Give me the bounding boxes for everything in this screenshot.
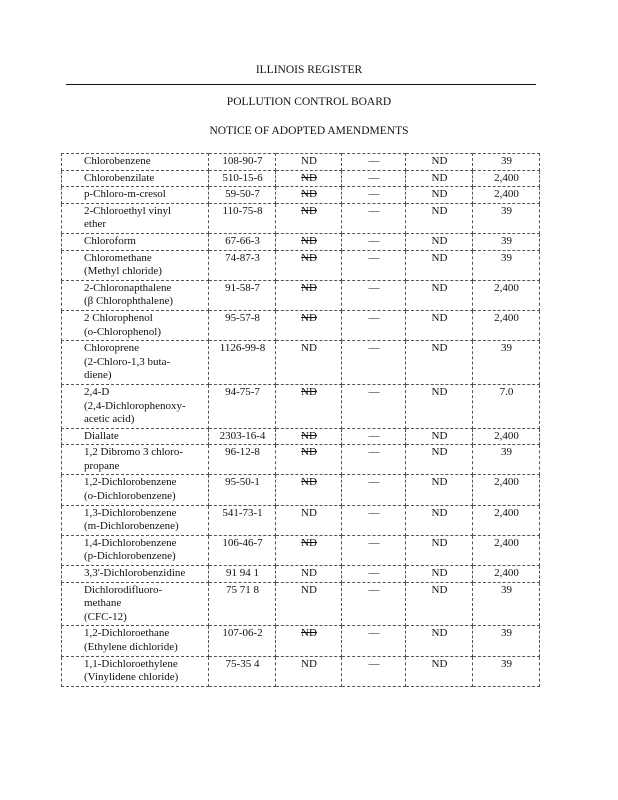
limit-value: 2,400	[473, 170, 540, 187]
nww-conc: ND	[406, 250, 473, 280]
constituent-name: Dichlorodifluoro-	[84, 583, 163, 596]
nww-conc: ND	[406, 445, 473, 475]
nww-conc: ND	[406, 428, 473, 445]
constituent-name-cell	[62, 170, 209, 187]
table-row	[62, 154, 540, 171]
constituent-name: (CFC-12)	[84, 610, 127, 623]
constituent-name: (2-Chloro-1,3 buta-	[84, 355, 171, 368]
limit-value: 2,400	[473, 475, 540, 505]
table-row	[62, 170, 540, 187]
dash-cell: —	[342, 170, 406, 187]
constituent-name: (2,4-Dichlorophenoxy-	[84, 399, 186, 412]
limit-value: 39	[473, 203, 540, 233]
dash-cell: —	[342, 582, 406, 626]
limit-value: 2,400	[473, 505, 540, 535]
cas-number: 75-35 4	[209, 656, 276, 686]
constituent-name-cell	[62, 428, 209, 445]
constituent-name: 3,3'-Dichlorobenzidine	[84, 567, 186, 580]
limit-value: 39	[473, 445, 540, 475]
constituent-name: 2 Chlorophenol	[84, 311, 153, 324]
cas-number: 541-73-1	[209, 505, 276, 535]
constituent-name-cell	[62, 566, 209, 583]
dash-cell: —	[342, 656, 406, 686]
constituent-name-cell	[62, 656, 209, 686]
nww-conc: ND	[406, 341, 473, 385]
constituent-name: (Methyl chloride)	[84, 265, 162, 278]
cas-number: 91 94 1	[209, 566, 276, 583]
ww-conc: ND	[276, 280, 342, 310]
cas-number: 91-58-7	[209, 280, 276, 310]
constituent-name-cell	[62, 280, 209, 310]
constituent-name: ether	[84, 218, 106, 231]
dash-cell: —	[342, 154, 406, 171]
dash-cell: —	[342, 384, 406, 428]
nww-conc: ND	[406, 656, 473, 686]
constituent-name: p-Chloro-m-cresol	[84, 188, 166, 201]
constituent-name: Chloroform	[84, 234, 136, 247]
ww-conc: ND	[276, 170, 342, 187]
nww-conc: ND	[406, 280, 473, 310]
constituent-name: acetic acid)	[84, 413, 135, 426]
constituent-name-cell	[62, 445, 209, 475]
constituent-name: 2-Chloronapthalene	[84, 281, 172, 294]
dash-cell: —	[342, 566, 406, 583]
constituent-name: (β Chlorophthalene)	[84, 295, 173, 308]
ww-conc: ND	[276, 582, 342, 626]
table-row	[62, 233, 540, 250]
ww-conc: ND	[276, 203, 342, 233]
dash-cell: —	[342, 280, 406, 310]
constituent-name: Chloromethane	[84, 251, 152, 264]
ww-conc: ND	[276, 310, 342, 340]
constituent-name-cell	[62, 626, 209, 656]
nww-conc: ND	[406, 170, 473, 187]
ww-conc: ND	[276, 250, 342, 280]
ww-conc: ND	[276, 475, 342, 505]
limit-value: 7.0	[473, 384, 540, 428]
constituent-name: (o-Dichlorobenzene)	[84, 490, 176, 503]
cas-number: 2303-16-4	[209, 428, 276, 445]
constituent-name-cell	[62, 154, 209, 171]
cas-number: 75 71 8	[209, 582, 276, 626]
ww-conc: ND	[276, 154, 342, 171]
ww-conc: ND	[276, 428, 342, 445]
cas-number: 95-50-1	[209, 475, 276, 505]
limit-value: 2,400	[473, 187, 540, 204]
constituent-name: 2-Chloroethyl vinyl	[84, 204, 172, 217]
limit-value: 39	[473, 154, 540, 171]
ww-conc: ND	[276, 187, 342, 204]
limit-value: 39	[473, 341, 540, 385]
cas-number: 94-75-7	[209, 384, 276, 428]
board-title: POLLUTION CONTROL BOARD	[226, 96, 392, 108]
table-row	[62, 626, 540, 656]
table-row	[62, 187, 540, 204]
nww-conc: ND	[406, 384, 473, 428]
nww-conc: ND	[406, 535, 473, 565]
dash-cell: —	[342, 187, 406, 204]
nww-conc: ND	[406, 626, 473, 656]
header-rule	[66, 84, 536, 85]
constituent-name-cell	[62, 582, 209, 626]
dash-cell: —	[342, 505, 406, 535]
constituent-name-cell	[62, 310, 209, 340]
ww-conc: ND	[276, 535, 342, 565]
table-row	[62, 656, 540, 686]
cas-number: 67-66-3	[209, 233, 276, 250]
limit-value: 39	[473, 626, 540, 656]
table-row	[62, 535, 540, 565]
nww-conc: ND	[406, 505, 473, 535]
table-row	[62, 384, 540, 428]
table-row	[62, 341, 540, 385]
constituent-name: methane	[84, 597, 122, 610]
dash-cell: —	[342, 428, 406, 445]
constituent-name: 2,4-D	[84, 385, 110, 398]
limit-value: 2,400	[473, 566, 540, 583]
nww-conc: ND	[406, 475, 473, 505]
table-row	[62, 445, 540, 475]
notice-title: NOTICE OF ADOPTED AMENDMENTS	[209, 125, 409, 137]
dash-cell: —	[342, 310, 406, 340]
cas-number: 106-46-7	[209, 535, 276, 565]
ww-conc: ND	[276, 384, 342, 428]
ww-conc: ND	[276, 656, 342, 686]
nww-conc: ND	[406, 187, 473, 204]
table-row	[62, 566, 540, 583]
ww-conc: ND	[276, 566, 342, 583]
limit-value: 39	[473, 656, 540, 686]
constituent-name: propane	[84, 459, 120, 472]
dash-cell: —	[342, 250, 406, 280]
constituent-name: 1,2-Dichloroethane	[84, 627, 170, 640]
ww-conc: ND	[276, 505, 342, 535]
table-row	[62, 475, 540, 505]
constituent-name-cell	[62, 341, 209, 385]
dash-cell: —	[342, 475, 406, 505]
limit-value: 39	[473, 582, 540, 626]
limit-value: 2,400	[473, 280, 540, 310]
nww-conc: ND	[406, 233, 473, 250]
constituent-name: (Ethylene dichloride)	[84, 641, 178, 653]
table-row	[62, 428, 540, 445]
ww-conc: ND	[276, 233, 342, 250]
cas-number: 95-57-8	[209, 310, 276, 340]
nww-conc: ND	[406, 154, 473, 171]
nww-conc: ND	[406, 582, 473, 626]
constituent-name: (o-Chlorophenol)	[84, 325, 161, 338]
cas-number: 96-12-8	[209, 445, 276, 475]
constituent-name: Chlorobenzilate	[84, 171, 155, 184]
table-row	[62, 582, 540, 626]
ww-conc: ND	[276, 341, 342, 385]
cas-number: 107-06-2	[209, 626, 276, 656]
constituent-name: (p-Dichlorobenzene)	[84, 550, 176, 563]
constituent-name: Chloroprene	[84, 342, 139, 355]
constituent-name: (m-Dichlorobenzene)	[84, 520, 179, 533]
nww-conc: ND	[406, 566, 473, 583]
register-title: ILLINOIS REGISTER	[255, 64, 363, 76]
constituent-name: Diallate	[84, 429, 119, 442]
cas-number: 110-75-8	[209, 203, 276, 233]
constituent-name-cell	[62, 187, 209, 204]
constituent-name: 1,2-Dichlorobenzene	[84, 476, 177, 489]
table-row	[62, 280, 540, 310]
dash-cell: —	[342, 626, 406, 656]
dash-cell: —	[342, 233, 406, 250]
constituent-name-cell	[62, 535, 209, 565]
table-row	[62, 203, 540, 233]
constituent-name: Chlorobenzene	[84, 155, 151, 167]
dash-cell: —	[342, 203, 406, 233]
cas-number: 59-50-7	[209, 187, 276, 204]
dash-cell: —	[342, 445, 406, 475]
limit-value: 2,400	[473, 428, 540, 445]
constituent-name: 1,3-Dichlorobenzene	[84, 506, 177, 519]
cas-number: 74-87-3	[209, 250, 276, 280]
constituent-name-cell	[62, 203, 209, 233]
table-row	[62, 505, 540, 535]
limit-value: 2,400	[473, 310, 540, 340]
constituent-name: 1,1-Dichloroethylene	[84, 657, 178, 670]
constituent-name-cell	[62, 233, 209, 250]
limit-value: 39	[473, 250, 540, 280]
constituent-table	[61, 153, 540, 687]
constituent-name: 1,2 Dibromo 3 chloro-	[84, 446, 183, 459]
constituent-name-cell	[62, 505, 209, 535]
ww-conc: ND	[276, 626, 342, 656]
dash-cell: —	[342, 535, 406, 565]
cas-number: 108-90-7	[209, 154, 276, 171]
dash-cell: —	[342, 341, 406, 385]
cas-number: 1126-99-8	[209, 341, 276, 385]
constituent-name-cell	[62, 250, 209, 280]
constituent-name: (Vinylidene chloride)	[84, 671, 179, 684]
constituent-name: diene)	[84, 369, 112, 382]
limit-value: 2,400	[473, 535, 540, 565]
limit-value: 39	[473, 233, 540, 250]
cas-number: 510-15-6	[209, 170, 276, 187]
table-row	[62, 250, 540, 280]
nww-conc: ND	[406, 310, 473, 340]
table-body	[62, 154, 540, 687]
table-row	[62, 310, 540, 340]
ww-conc: ND	[276, 445, 342, 475]
constituent-name: 1,4-Dichlorobenzene	[84, 536, 177, 549]
nww-conc: ND	[406, 203, 473, 233]
constituent-name-cell	[62, 475, 209, 505]
constituent-name-cell	[62, 384, 209, 428]
